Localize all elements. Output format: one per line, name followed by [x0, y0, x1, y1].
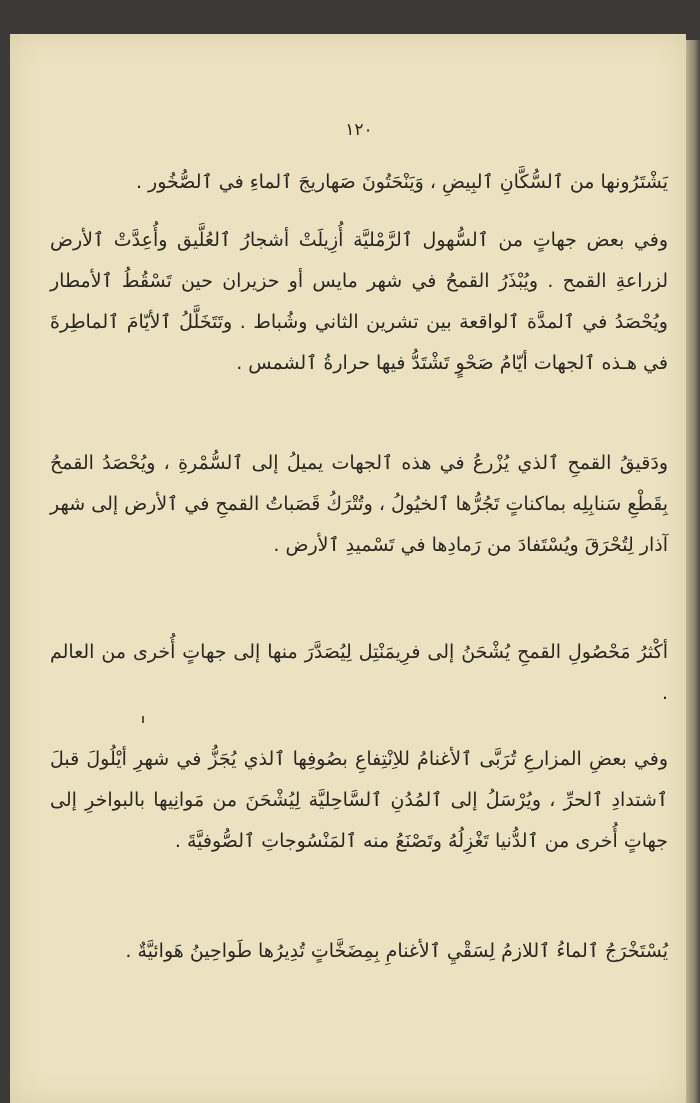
- page-text-block: [50, 34, 668, 1103]
- paragraph-5: وفي بعضِ المزارعِ تُرَبَّى ٱلأغنامُ للاِنْتِفاعِ بصُوفِها ٱلذي يُجَزُّ في شهرِ أيْلُولَ قبلَ ٱشتدادِ ٱلحرِّ ، ويُرْسَلُ إلى ٱلمُدُنِ ٱلسَّاحِليَّة لِيُشْحَنَ من مَوانِيها بالبواخرِ إلى جهاتٍ أُخرى من ٱلدُّنيا تَغْزِلُهُ وتَصْنَعُ منه ٱلمَنْسُوجاتِ ٱلصُّوفيَّةَ .: [50, 748, 668, 852]
- ink-mark: [142, 716, 144, 723]
- paragraph-3: ودَقيقُ القمحِ ٱلذي يُزْرعُ في هذه ٱلجهات يميلُ إلى ٱلسُّمْرةِ ، ويُحْصَدُ القمحُ بِقَطْعِ سَنابِلِه بماكناتٍ تَجُرُّها ٱلخيُولُ ، وتُتْرَكُ قَصَباتُ القمحِ في ٱلأرض إلى شهر آذار لِتُحْرَقَ ويُسْتَفادَ من رَمادِها في تَسْميدِ ٱلأرض .: [50, 452, 668, 556]
- paragraph-4: أكْثرُ مَحْصُولِ القمحِ يُشْحَنُ إلى فرِيمَنْتِل لِيُصَدَّرَ منها إلى جهاتٍ أُخرى من العالم .: [50, 641, 668, 704]
- book-page: [10, 34, 686, 1103]
- paragraph-6: يُسْتَخْرَجُ ٱلماءُ ٱللازمُ لِسَقْيِ ٱلأغنامِ بِمِضَخَّاتٍ تُدِيرُها طَواحِينُ هَوائيَّةٌ .: [125, 940, 668, 962]
- page-number: ١٢٠: [345, 120, 373, 140]
- page-edge-shadow: [686, 40, 700, 1103]
- paragraph-2: وفي بعض جهاتٍ من ٱلسُّهول ٱلرَّمْليَّة أُزِيلَتْ أشجارُ ٱلعُلَّيق وأُعِدَّتْ ٱلأرض لزراعةِ القمح . ويُبْذَرُ القمحُ في شهر مايس أو حزيران حين تَسْقُطُ ٱلأمطار ويُحْصَدُ في ٱلمدَّة ٱلواقعة بين تشرين الثاني وشُباط . وتَتَخَلَّلُ ٱلأيّامَ ٱلماطِرةَ في هـذه ٱلجهات أيّامُ صَحْوٍ تَشْتَدُّ فيها حرارةُ ٱلشمس .: [50, 229, 668, 374]
- paragraph-1: يَشْتَرُونها من ٱلسُّكَّانِ ٱلبِيضِ ، وَيَنْحَتُونَ صَهاريجَ ٱلماءِ في ٱلصُّخُور .: [135, 171, 668, 193]
